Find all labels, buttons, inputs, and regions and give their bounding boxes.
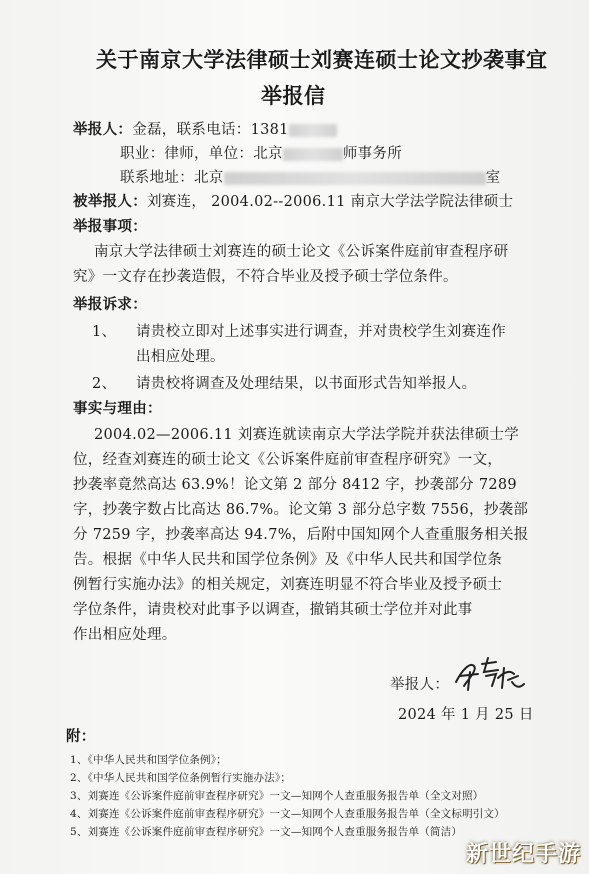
redacted-firm (283, 148, 343, 161)
matter-line-1: 南京大学法律硕士刘赛连的硕士论文《公诉案件庭前审查程序研 (94, 244, 509, 260)
facts-line: 学位条件，请贵校对此事予以调查，撤销其硕士学位并对此事 (73, 602, 473, 618)
claim-2-line: 请贵校将调查及处理结果，以书面形式告知举报人。 (136, 376, 477, 392)
facts-line: 分 7259 字，抄袭率高达 94.7%，后附中国知网个人查重服务相关报 (73, 527, 529, 543)
facts-line: 字，抄袭字数占比高达 86.7%。论文第 3 部分总字数 7556，抄袭部 (73, 502, 529, 518)
matter-line-2: 究》一文存在抄袭造假，不符合毕业及授予硕士学位条件。 (73, 269, 458, 285)
facts-label: 事实与理由： (73, 400, 162, 417)
redacted-phone (289, 124, 337, 137)
reported-text: 刘赛连， 2004.02--2006.11 南京大学法学院法律硕士 (147, 194, 514, 210)
claim-2-number: 2、 (92, 376, 117, 392)
reporter-address-row (120, 166, 500, 187)
signoff-label: 举报人： (390, 677, 450, 693)
facts-line: 作出相应处理。 (73, 627, 177, 643)
reporter-address: 联系地址：北京 (120, 170, 224, 186)
reported-label: 被举报人： (73, 193, 147, 210)
reporter-text: 金磊，联系电话：1381 (132, 122, 289, 138)
reporter-row (73, 118, 337, 139)
attachment-item: 1、《中华人民共和国学位条例》； (70, 754, 227, 766)
redacted-address (224, 172, 486, 185)
claim-1-line-1: 请贵校立即对上述事实进行调查，并对贵校学生刘赛连作 (136, 324, 506, 340)
title-line-2: 举报信 (261, 83, 326, 108)
reporter-job-row (120, 142, 402, 163)
facts-line: 位，经查刘赛连的硕士论文《公诉案件庭前审查程序研究》一文， (73, 452, 503, 468)
facts-line: 2004.02—2006.11 刘赛连就读南京大学法学院并获法律硕士学 (94, 427, 520, 443)
claims-label: 举报诉求： (73, 296, 147, 313)
reporter-address-tail: 室 (485, 170, 501, 186)
facts-line: 告。根据《中华人民共和国学位条例》及《中华人民共和国学位条 (73, 552, 503, 568)
facts-line: 抄袭率竟然高达 63.9%！论文第 2 部分 8412 字，抄袭部分 7289 (73, 477, 517, 493)
site-watermark: 新世纪手游 (465, 842, 581, 867)
reporter-job: 职业：律师，单位：北京 (120, 146, 283, 162)
signoff-date: 2024 年 1 月 25 日 (398, 707, 534, 723)
reporter-label: 举报人： (73, 121, 133, 138)
attachment-item: 4、刘赛连《公诉案件庭前审查程序研究》一文—知网个人查重服务报告单（全文标明引文） (70, 808, 505, 820)
attachment-item: 3、刘赛连《公诉案件庭前审查程序研究》一文—知网个人查重服务报告单（全文对照） (70, 790, 484, 802)
reported-row (73, 190, 513, 211)
reporter-job-tail: 师事务所 (342, 146, 403, 162)
attachment-item: 2、《中华人民共和国学位条例暂行实施办法》； (70, 772, 292, 784)
facts-line: 例暂行实施办法》的相关规定，刘赛连明显不符合毕业及授予硕士 (73, 577, 503, 593)
matter-label: 举报事项： (73, 218, 147, 235)
attachment-item: 5、刘赛连《公诉案件庭前审查程序研究》一文—知网个人查重服务报告单（简洁） (70, 826, 463, 838)
attachments-label: 附： (66, 728, 96, 745)
handwritten-signature (452, 652, 526, 694)
claim-1-line-2: 出相应处理。 (136, 349, 225, 365)
title-line-1: 关于南京大学法律硕士刘赛连硕士论文抄袭事宜 (96, 47, 548, 72)
claim-1-number: 1、 (92, 324, 117, 340)
